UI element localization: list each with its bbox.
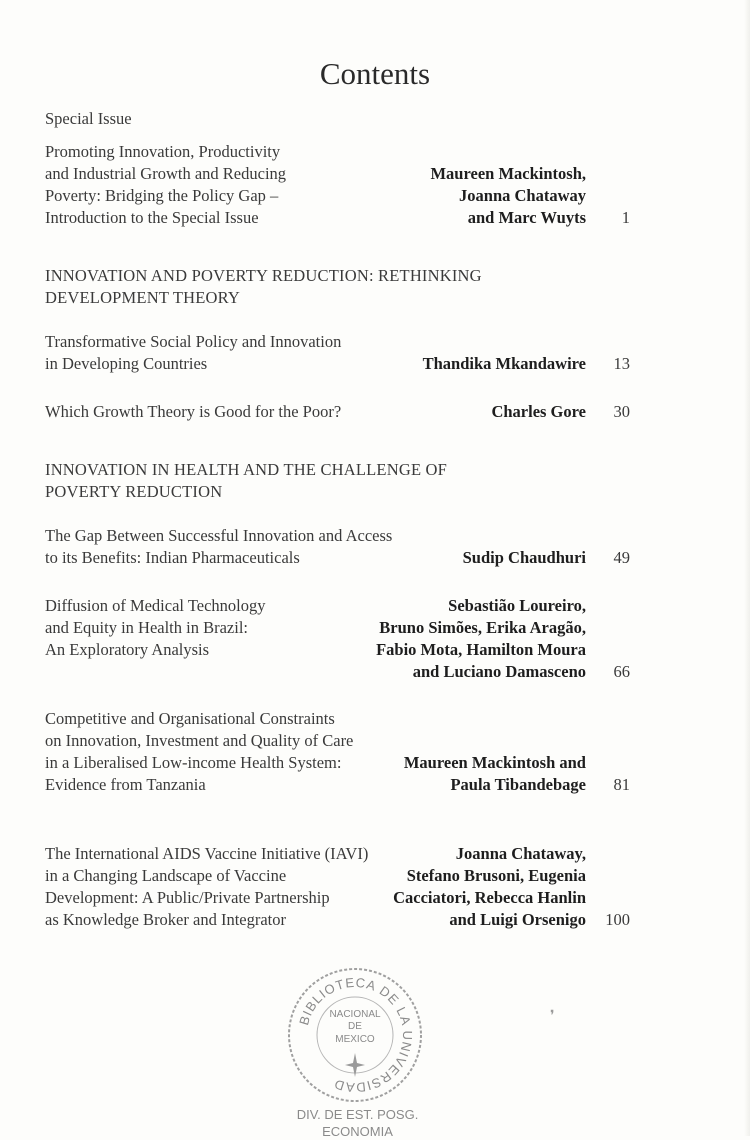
entry-author-line: Cacciatori, Rebecca Hanlin [393,888,586,907]
star-icon [345,1053,365,1077]
entry-author-line: Sudip Chaudhuri [462,548,586,567]
entry-author-line: Thandika Mkandawire [422,354,586,373]
entry-page-number: 1 [621,208,630,227]
entry-title-line: in Developing Countries [45,354,208,373]
entry-title-line: The Gap Between Successful Innovation and Access [45,526,393,545]
entry-title-line: Evidence from Tanzania [45,775,206,794]
entry-title-line: on Innovation, Investment and Quality of Care [45,731,354,750]
entry-title-line: to its Benefits: Indian Pharmaceuticals [45,548,300,567]
entry-title-line: Poverty: Bridging the Policy Gap – [45,186,279,205]
entry-page-number: 100 [605,910,630,929]
entry-title-line: in a Changing Landscape of Vaccine [45,866,287,885]
special-issue-label: Special Issue [45,109,132,128]
entry-author-line: Fabio Mota, Hamilton Moura [376,640,586,659]
page-edge [744,0,750,1136]
entry-author-line: Joanna Chataway, [455,844,586,863]
entry-title-line: Development: A Public/Private Partnership [45,888,330,907]
entry-author-line: and Luciano Damasceno [412,662,586,681]
entry-author-line: and Marc Wuyts [467,208,586,227]
entry-page-number: 81 [613,775,630,794]
stamp-center-line: NACIONAL [329,1009,381,1020]
entry-title-line: Competitive and Organisational Constraints [45,709,335,728]
entry-page-number: 30 [613,402,630,421]
entry-title-line: in a Liberalised Low-income Health System: [45,753,342,772]
stamp-footer-line: ECONOMIA [322,1124,393,1139]
entry-author-line: Charles Gore [491,402,586,421]
page-title: Contents [319,56,431,91]
entry-title-line: An Exploratory Analysis [45,640,210,659]
entry-title-line: The International AIDS Vaccine Initiative (IAVI) [45,844,369,863]
entry-author-line: Maureen Mackintosh, [430,164,586,183]
entry-page-number: 66 [613,662,630,681]
entry-title-line: Introduction to the Special Issue [45,208,259,227]
entry-title-line: and Equity in Health in Brazil: [45,618,248,637]
entry-author-line: Stefano Brusoni, Eugenia [406,866,586,885]
entry-title-line: Promoting Innovation, Productivity [45,142,281,161]
entry-title-line: and Industrial Growth and Reducing [45,164,287,183]
stamp-center-line: MEXICO [335,1034,375,1045]
entry-page-number: 49 [613,548,630,567]
library-stamp [285,965,425,1105]
pencil-mark-icon: ❜ [550,1009,555,1024]
entry-author-line: Maureen Mackintosh and [403,753,586,772]
entry-title-line: as Knowledge Broker and Integrator [45,910,286,929]
section-heading-line: POVERTY REDUCTION [45,482,223,501]
entry-title-line: Diffusion of Medical Technology [45,596,266,615]
stamp-footer-line: DIV. DE EST. POSG. [296,1107,419,1122]
entry-title-line: Transformative Social Policy and Innovation [45,332,342,351]
entry-author-line: Bruno Simões, Erika Aragão, [379,618,586,637]
entry-author-line: Paula Tibandebage [450,775,586,794]
section-heading-line: INNOVATION IN HEALTH AND THE CHALLENGE OF [45,460,448,479]
entry-page-number: 13 [613,354,630,373]
stamp-footer [290,1106,425,1140]
stamp-center-line: DE [348,1021,362,1032]
section-heading-line: DEVELOPMENT THEORY [45,288,241,307]
entry-title-line: Which Growth Theory is Good for the Poor? [45,402,342,421]
entry-author-line: and Luigi Orsenigo [449,910,586,929]
stamp-ring-textpath: BIBLIOTECA DE LA UNIVERSIDAD [296,974,416,1096]
section-heading-line: INNOVATION AND POVERTY REDUCTION: RETHINKING [45,266,482,285]
entry-author-line: Sebastião Loureiro, [448,596,586,615]
entry-author-line: Joanna Chataway [459,186,586,205]
